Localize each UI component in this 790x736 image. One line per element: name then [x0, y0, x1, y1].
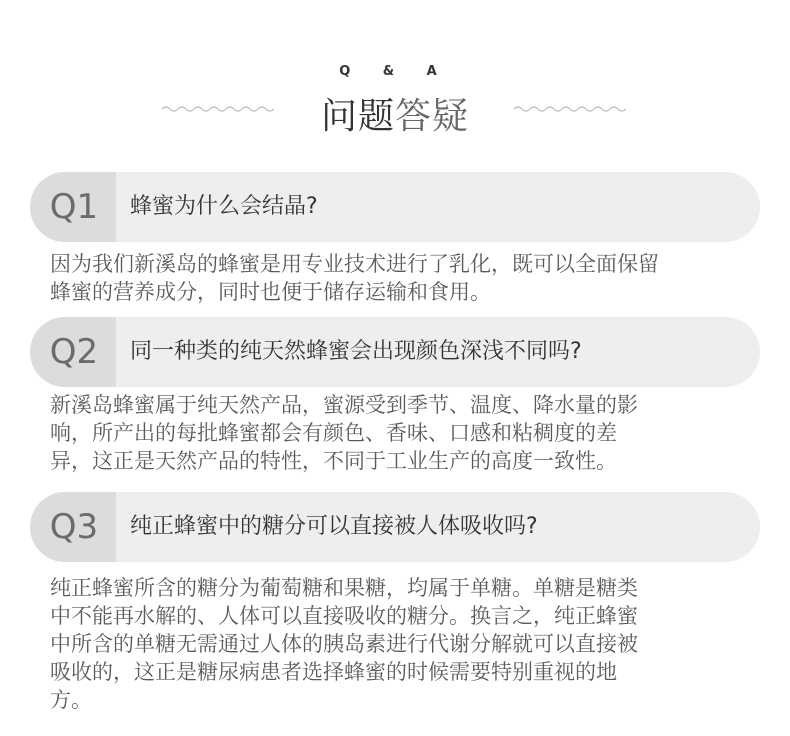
title-light-part: 答疑: [395, 96, 470, 137]
question-pill: [30, 172, 760, 242]
answer-line: 方。: [50, 688, 92, 712]
answer-line: 异，这正是天然产品的特性，不同于工业生产的高度一致性。: [50, 449, 617, 473]
question-number: Q1: [30, 172, 116, 242]
question-number: Q3: [30, 492, 116, 562]
answer-line: 响，所产出的每批蜂蜜都会有颜色、香味、口感和粘稠度的差: [50, 421, 617, 445]
wave-divider-right-icon: [514, 102, 626, 116]
answer-line: 因为我们新溪岛的蜂蜜是用专业技术进行了乳化，既可以全面保留: [50, 252, 659, 276]
question-pill: [30, 317, 760, 387]
answer-line: 中所含的单糖无需通过人体的胰岛素进行代谢分解就可以直接被: [50, 632, 638, 656]
answer-text: [50, 391, 770, 475]
answer-text: [50, 574, 770, 714]
answer-line: 蜂蜜的营养成分，同时也便于储存运输和食用。: [50, 280, 491, 304]
title-dark-part: 问题: [320, 96, 395, 137]
answer-text: [50, 250, 770, 306]
answer-line: 中不能再水解的、人体可以直接吸收的糖分。换言之，纯正蜂蜜: [50, 604, 638, 628]
question-text: 同一种类的纯天然蜂蜜会出现颜色深浅不同吗?: [130, 339, 582, 364]
answer-line: 吸收的，这正是糖尿病患者选择蜂蜜的时候需要特别重视的地: [50, 660, 617, 684]
qa-header: [0, 0, 790, 160]
answer-line: 新溪岛蜂蜜属于纯天然产品，蜜源受到季节、温度、降水量的影: [50, 393, 638, 417]
question-pill: [30, 492, 760, 562]
question-text: 纯正蜂蜜中的糖分可以直接被人体吸收吗?: [130, 514, 538, 539]
page-title: [0, 88, 790, 139]
question-text: 蜂蜜为什么会结晶?: [130, 194, 318, 219]
answer-line: 纯正蜂蜜所含的糖分为葡萄糖和果糖，均属于单糖。单糖是糖类: [50, 576, 638, 600]
question-number: Q2: [30, 317, 116, 387]
qa-subtitle: Q & A: [339, 64, 451, 79]
